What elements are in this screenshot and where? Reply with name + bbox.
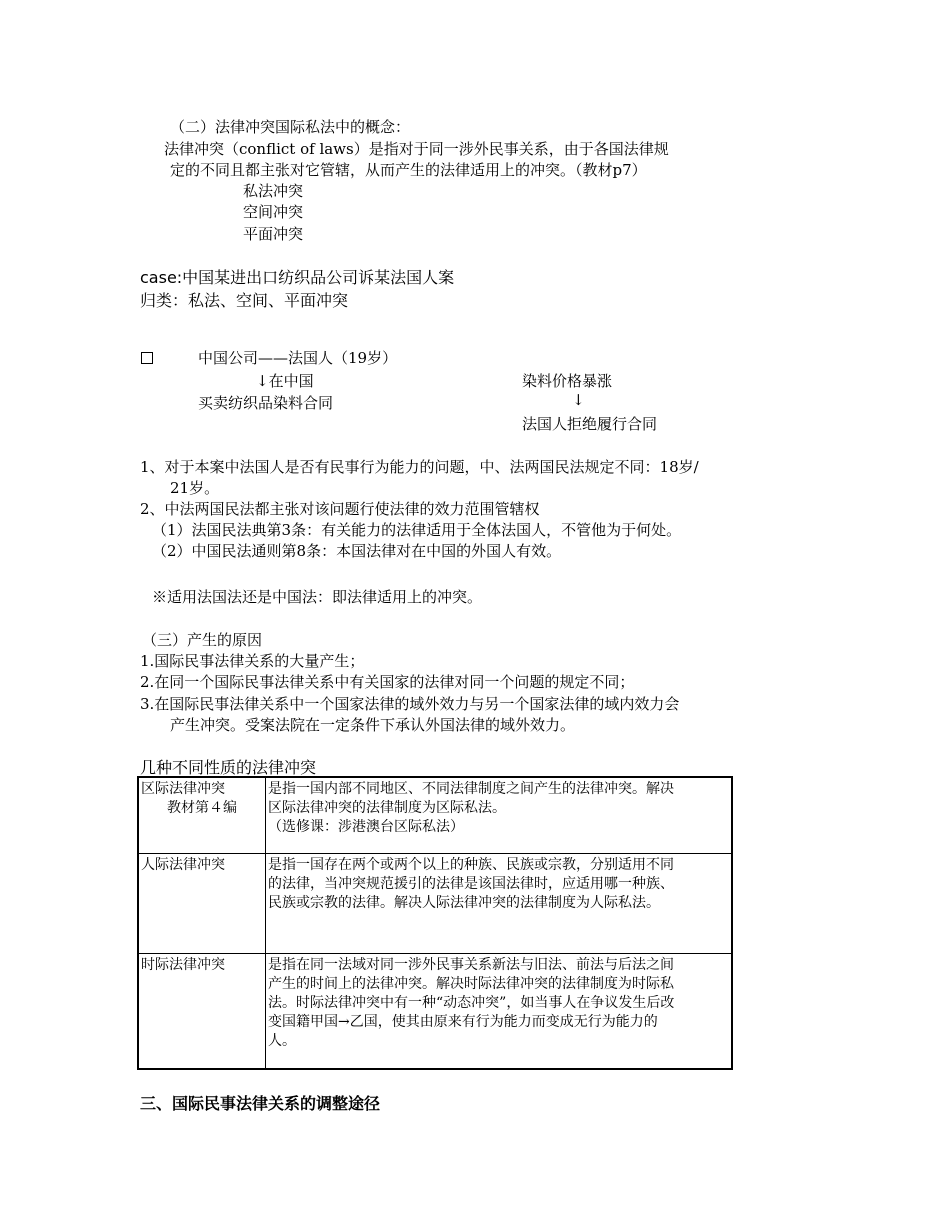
desc-line: 产生的时间上的法律冲突。解决时际法律冲突的法律制度为时际私 <box>268 975 674 992</box>
desc-line: 的法律，当冲突规范援引的法律是该国法律时，应适用哪一种族、 <box>268 875 674 892</box>
definition-line: 定的不同且都主张对它管辖，从而产生的法律适用上的冲突。（教材p7） <box>170 161 647 179</box>
table-row <box>138 853 732 953</box>
location-arrow: ↓在中国 <box>256 372 314 390</box>
section-three-heading: 三、国际民事法律关系的调整途径 <box>140 1094 381 1113</box>
conflict-type: 平面冲突 <box>243 225 304 243</box>
reason-item: 2.在同一个国际民事法律关系中有关国家的法律对同一个问题的规定不同； <box>140 673 635 691</box>
table-cell-desc <box>266 853 733 953</box>
conflict-type: 空间冲突 <box>243 203 304 221</box>
case-title-line <box>140 265 454 288</box>
definition-line: 法律冲突（conflict of laws）是指对于同一涉外民事关系，由于各国法律规 <box>164 140 669 158</box>
conflict-name: 人际法律冲突 <box>141 856 225 873</box>
desc-line: 变国籍甲国→乙国，使其由原来有行为能力而变成无行为能力的 <box>268 1013 658 1030</box>
analysis-subitem: （2）中国民法通则第8条：本国法律对在中国的外国人有效。 <box>152 542 562 560</box>
analysis-note: ※适用法国法还是中国法：即法律适用上的冲突。 <box>152 588 483 606</box>
section-heading: （三）产生的原因 <box>142 631 263 649</box>
conflict-name: 区际法律冲突 <box>141 781 225 797</box>
case-label: case: <box>140 268 183 287</box>
desc-line: （选修课：涉港澳台区际私法） <box>268 819 464 835</box>
table-cell-desc <box>266 953 733 1069</box>
conflict-types-table <box>137 776 733 1070</box>
section-heading: （二）法律冲突国际私法中的概念： <box>170 118 411 136</box>
reason-item: 1.国际民事法律关系的大量产生； <box>140 652 365 670</box>
desc-line: 是指一国存在两个或两个以上的种族、民族或宗教，分别适用不同 <box>268 856 674 873</box>
desc-line: 人。 <box>268 1032 296 1049</box>
table-cell-name <box>138 777 266 853</box>
conflict-name: 时际法律冲突 <box>141 956 225 973</box>
checkbox-bullet-icon <box>141 352 153 364</box>
desc-line: 民族或宗教的法律。解决人际法律冲突的法律制度为人际私法。 <box>268 894 660 911</box>
down-arrow-icon: ↓ <box>572 391 585 409</box>
reason-item-cont: 产生冲突。受案法院在一定条件下承认外国法律的域外效力。 <box>170 716 576 734</box>
analysis-subitem: （1）法国民法典第3条：有关能力的法律适用于全体法国人，不管他为于何处。 <box>152 521 682 539</box>
reason-item: 3.在国际民事法律关系中一个国家法律的域外效力与另一个国家法律的域内效力会 <box>140 695 680 713</box>
conflict-name-sub: 教材第４编 <box>167 800 237 816</box>
desc-line: 是指一国内部不同地区、不同法律制度之间产生的法律冲突。解决 <box>268 781 674 797</box>
refuse-contract-label: 法国人拒绝履行合同 <box>522 415 658 433</box>
table-row <box>138 953 732 1069</box>
case-parties: 中国公司——法国人（19岁） <box>198 349 398 367</box>
table-cell-name <box>138 853 266 953</box>
desc-line: 法。时际法律冲突中有一种“动态冲突”，如当事人在争议发生后改 <box>268 994 675 1011</box>
table-cell-name <box>138 953 266 1069</box>
conflict-type: 私法冲突 <box>243 182 304 200</box>
analysis-item: 2、中法两国民法都主张对该问题行使法律的效力范围管辖权 <box>140 500 540 518</box>
table-caption: 几种不同性质的法律冲突 <box>140 758 317 777</box>
table-row <box>138 777 732 853</box>
case-title: 中国某进出口纺织品公司诉某法国人案 <box>182 268 455 287</box>
table-cell-desc <box>266 777 733 853</box>
analysis-item: 1、对于本案中法国人是否有民事行为能力的问题，中、法两国民法规定不同：18岁/ <box>140 458 699 476</box>
price-surge-label: 染料价格暴涨 <box>522 372 613 390</box>
contract-label: 买卖纺织品染料合同 <box>198 394 334 412</box>
case-classification: 归类：私法、空间、平面冲突 <box>140 291 349 310</box>
desc-line: 是指在同一法域对同一涉外民事关系新法与旧法、前法与后法之间 <box>268 956 674 973</box>
desc-line: 区际法律冲突的法律制度为区际私法。 <box>268 800 506 816</box>
analysis-item-cont: 21岁。 <box>170 479 220 497</box>
